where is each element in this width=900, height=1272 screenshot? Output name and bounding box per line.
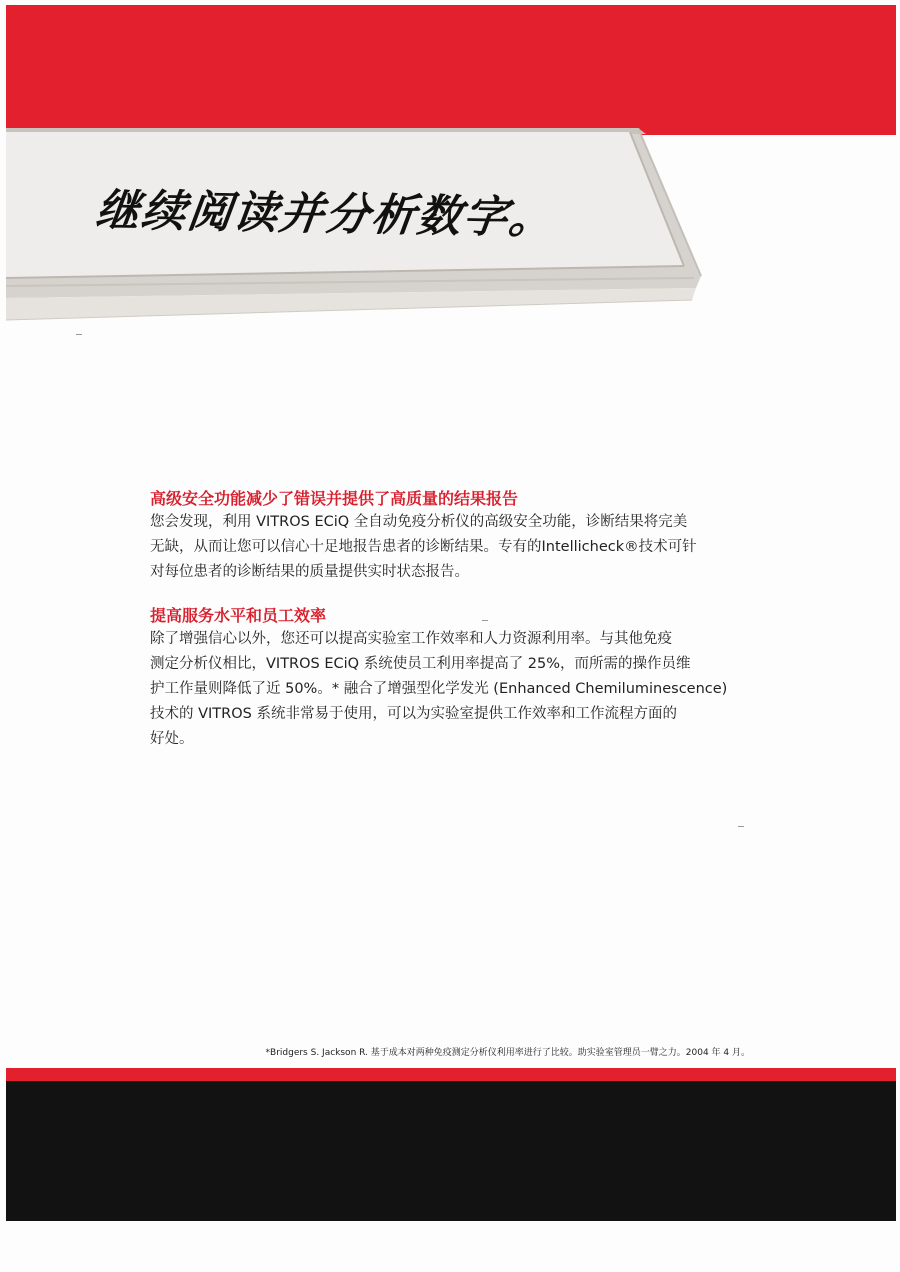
body-line: 技术的 VITROS 系统非常易于使用，可以为实验室提供工作效率和工作流程方面的 [150,706,677,722]
section-title-efficiency: 提高服务水平和员工效率 [150,606,327,625]
bottom-red-stripe [6,1068,896,1081]
top-red-band [6,5,896,135]
main-content [150,488,750,752]
section-body-efficiency [150,627,750,752]
body-line: 无缺，从而让您可以信心十足地报告患者的诊断结果。专有的Intellicheck®技术可针 [150,539,697,555]
body-line: 您会发现，利用 VITROS ECiQ 全自动免疫分析仪的高级安全功能，诊断结果将完美 [150,514,688,530]
body-line: 对每位患者的诊断结果的质量提供实时状态报告。 [150,564,469,580]
scan-speck [482,620,488,621]
section-body-safety [150,510,750,585]
scan-speck [76,334,82,335]
body-line: 好处。 [150,731,194,747]
section-title-safety: 高级安全功能减少了错误并提供了高质量的结果报告 [150,489,519,508]
scan-speck [738,826,744,827]
bottom-black-band [6,1081,896,1221]
body-line: 除了增强信心以外，您还可以提高实验室工作效率和人力资源利用率。与其他免疫 [150,631,672,647]
headline: 继续阅读并分析数字。 [92,184,559,245]
body-line: 护工作量则降低了近 50%。* 融合了增强型化学发光 (Enhanced Chemiluminescence) [150,681,728,697]
body-line: 测定分析仪相比，VITROS ECiQ 系统使员工利用率提高了 25%，而所需的操作员维 [150,656,691,672]
footnote: *Bridgers S. Jackson R. 基于成本对两种免疫测定分析仪利用率进行了比较。助实验室管理员一臂之力。2004 年 4 月。 [265,1048,750,1058]
